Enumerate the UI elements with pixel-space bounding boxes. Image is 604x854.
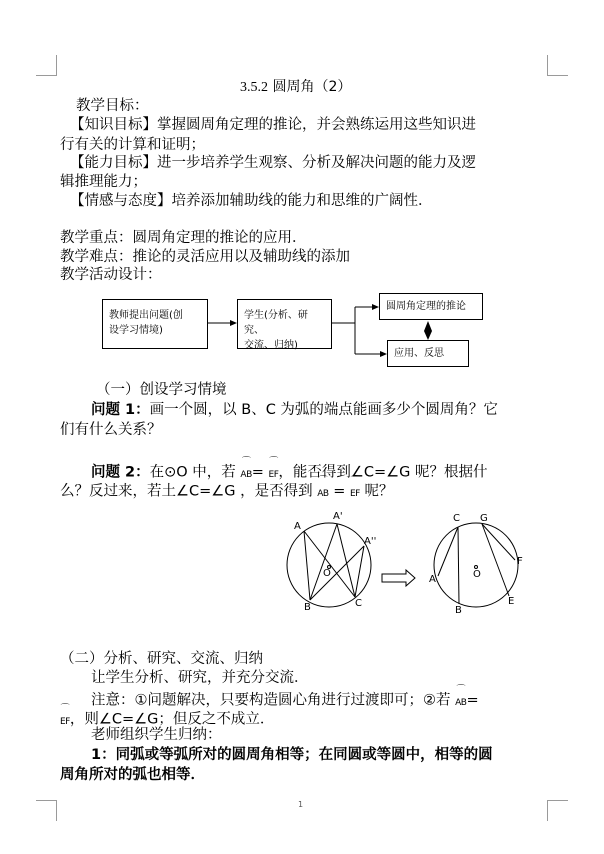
question-1: 问题 1：画一个圆，以 B、C 为弧的端点能画多少个圆周角？它 [91,402,498,418]
teaching-difficulty: 教学难点：推论的灵活应用以及辅助线的添加 [60,249,350,265]
flow-box-student: 学生(分析、研究、 交流、归纳) [237,299,332,349]
section2-line1: 让学生分析、研究，并充分交流． [91,670,309,686]
flow-box-theorem: 圆周角定理的推论 [379,293,483,320]
title-text: 圆周角（2） [272,79,352,95]
conclusion-line2: 周角所对的弧也相等． [60,767,205,783]
attitude-objective: 【情感与态度】培养添加辅助线的能力和思维的广阔性． [70,193,433,209]
teaching-activity: 教学活动设计： [60,267,162,283]
section1-heading: （一）创设学习情境 [96,382,227,398]
flow-box-teacher: 教师提出问题(创 设学习情境) [102,299,208,349]
knowledge-objective: 【知识目标】掌握圆周角定理的推论，并会熟练运用这些知识进 [70,117,476,133]
flow-box-apply: 应用、反思 [387,340,469,367]
question-2: 问题 2：在⊙O 中，若 ⌒ AB= ⌒ EF，能否得到∠C=∠G 呢？根据什 [91,459,581,486]
objectives-heading: 教学目标： [76,98,149,114]
label-F: F [517,556,523,567]
section2-note: 注意：①问题解决，只要构造圆心角进行过渡即可；②若 ⌒ AB= [91,687,581,714]
question-2-cont: 么？反过来，若土∠C=∠G ，是否得到 ⌒ AB = ⌒ EF 呢？ [60,478,550,505]
label-A: A [294,521,301,532]
label-A-double-prime: A'' [364,536,377,547]
conclusion-line1: 1：同弧或等弧所对的圆周角相等；在同圆或等圆中，相等的圆 [91,747,493,763]
label-E: E [508,596,515,607]
knowledge-objective-cont: 行有关的计算和证明； [60,137,205,153]
section2-heading: （二）分析、研究、交流、归纳 [60,651,263,667]
crop-mark [547,800,548,821]
page-number: 1 [298,800,304,809]
crop-mark [547,800,568,801]
section2-note-cont: ⌒ EF，则∠C=∠G；但反之不成立． [60,706,550,733]
ability-objective-cont: 辑推理能力； [60,174,147,190]
section2-line4: 老师组织学生归纳： [91,727,222,743]
label-B: B [304,602,311,613]
label-B: B [455,605,462,616]
label-G: G [480,513,488,524]
ability-objective: 【能力目标】进一步培养学生观察、分析及解决问题的能力及逻 [70,155,476,171]
label-O: O [473,569,481,580]
teaching-focus: 教学重点：圆周角定理的推论的应用． [60,230,307,246]
crop-mark [36,800,57,801]
label-C: C [453,513,460,524]
label-A-prime: A' [333,511,343,522]
label-A: A [429,574,436,585]
label-O: O [323,568,331,579]
section-number: 3.5.2 [240,80,268,95]
question-1-cont: 们有什么关系？ [60,422,162,438]
label-C: C [355,598,362,609]
crop-mark [56,800,57,821]
